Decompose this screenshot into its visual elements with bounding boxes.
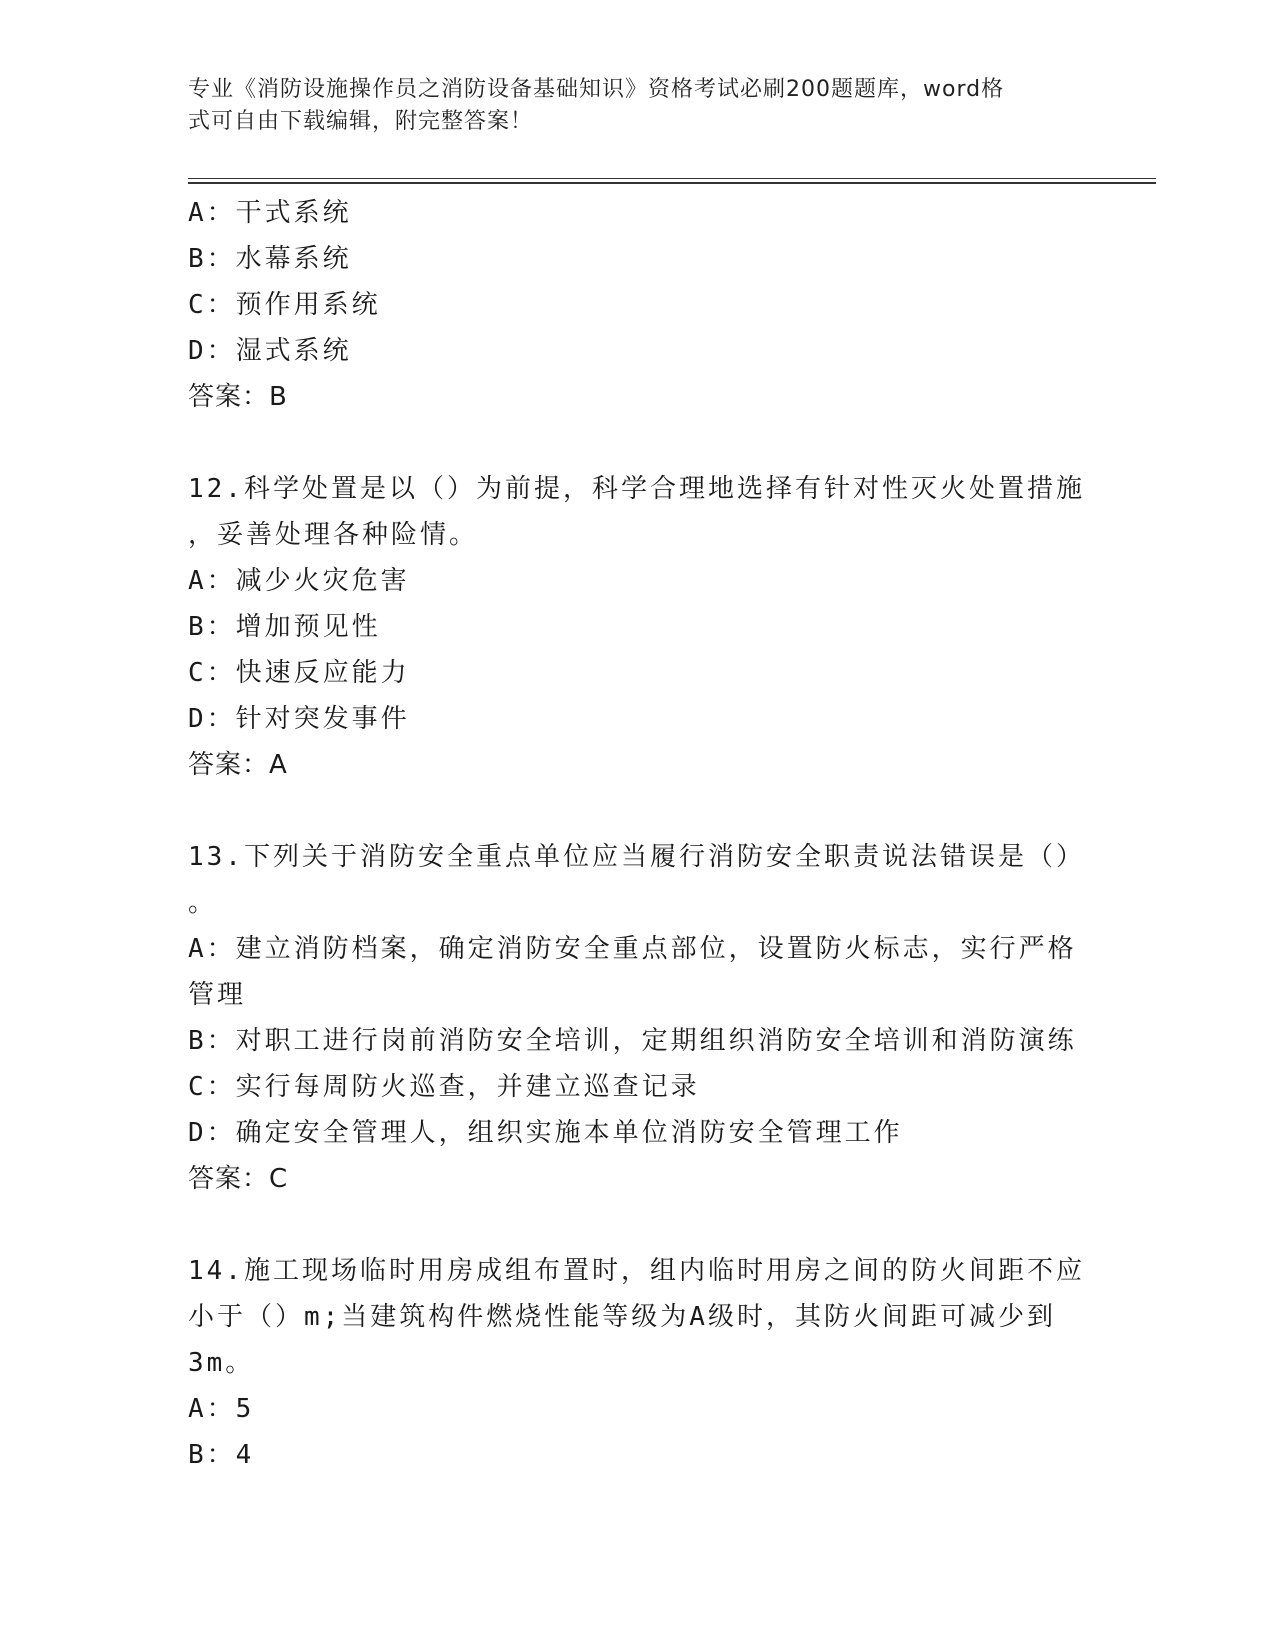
spacer (188, 788, 1088, 834)
question-stem-continued: 3m。 (188, 1348, 255, 1378)
option-a: A：减少火灾危害 (188, 566, 410, 596)
question-14 (188, 1248, 1088, 1478)
question-stem-continued: 。 (188, 888, 218, 918)
question-stem: 13.下列关于消防安全重点单位应当履行消防安全职责说法错误是（） (188, 842, 1085, 872)
option-b: B：增加预见性 (188, 612, 381, 642)
question-list (188, 190, 1088, 1478)
header-line-2: 式可自由下载编辑，附完整答案！ (188, 109, 534, 134)
answer: 答案：C (188, 1164, 289, 1194)
option-a: A：建立消防档案，确定消防安全重点部位，设置防火标志，实行严格 (188, 934, 1077, 964)
header-divider-thick (188, 182, 1156, 184)
option-a: A：干式系统 (188, 198, 352, 228)
option-c: C：快速反应能力 (188, 658, 410, 688)
spacer (188, 1202, 1088, 1248)
question-13 (188, 834, 1088, 1202)
answer: 答案：A (188, 750, 288, 780)
question-stem: 12.科学处置是以（）为前提，科学合理地选择有针对性灭火处置措施 (188, 474, 1085, 504)
question-stem-continued: ，妥善处理各种险情。 (188, 520, 479, 550)
option-b: B：4 (188, 1440, 255, 1470)
header-divider-thin (188, 178, 1156, 179)
option-c: C：实行每周防火巡查，并建立巡查记录 (188, 1072, 700, 1102)
question-11 (188, 190, 1088, 420)
question-stem: 14.施工现场临时用房成组布置时，组内临时用房之间的防火间距不应 (188, 1256, 1085, 1286)
option-a-continued: 管理 (188, 980, 247, 1010)
option-d: D：针对突发事件 (188, 704, 410, 734)
header-line-1: 专业《消防设施操作员之消防设备基础知识》资格考试必刷200题题库，word格 (188, 77, 1005, 102)
option-b: B：对职工进行岗前消防安全培训，定期组织消防安全培训和消防演练 (188, 1026, 1077, 1056)
option-c: C：预作用系统 (188, 290, 381, 320)
spacer (188, 420, 1088, 466)
answer: 答案：B (188, 382, 288, 412)
option-a: A：5 (188, 1394, 255, 1424)
document-header (188, 74, 1068, 138)
option-b: B：水幕系统 (188, 244, 352, 274)
option-d: D：湿式系统 (188, 336, 352, 366)
question-stem-continued: 小于（）m;当建筑构件燃烧性能等级为A级时，其防火间距可减少到 (188, 1302, 1056, 1332)
option-d: D：确定安全管理人，组织实施本单位消防安全管理工作 (188, 1118, 903, 1148)
question-12 (188, 466, 1088, 788)
